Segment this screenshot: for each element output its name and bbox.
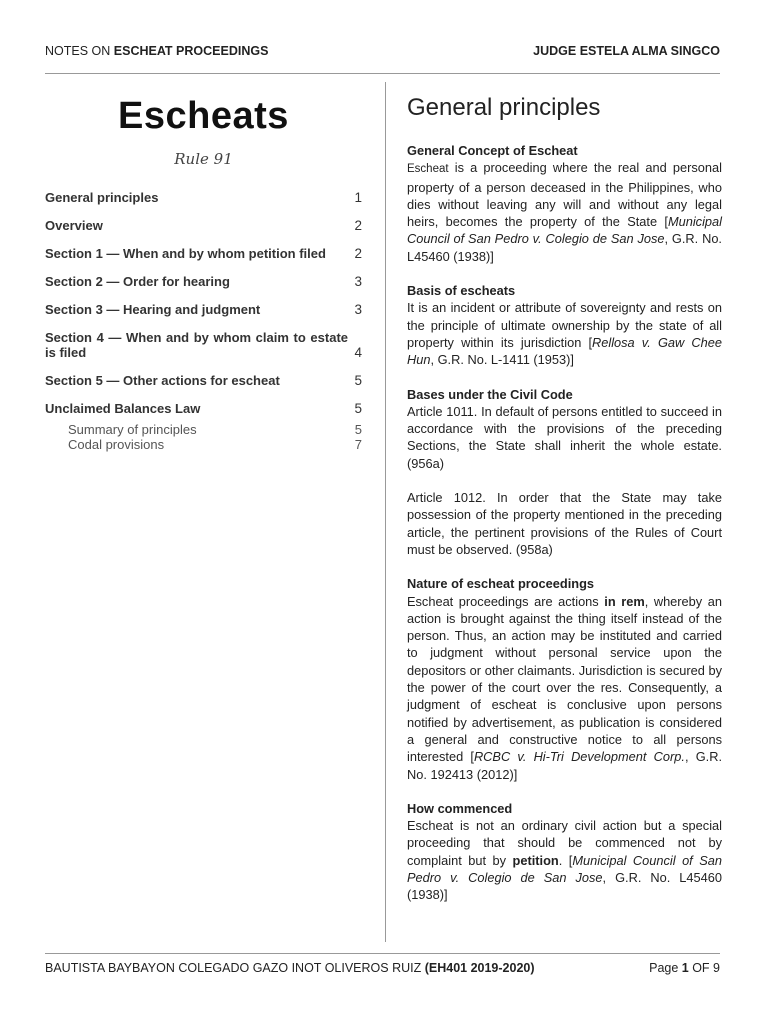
article-1012: Article 1012. In order that the State may take possession of the property mentioned in the preceding article, the pertinent provisions of the Rules of Court must be observed. (958a) bbox=[407, 490, 722, 557]
left-column bbox=[45, 90, 362, 459]
toc-page: 2 bbox=[354, 218, 362, 233]
toc-label: General principles bbox=[45, 190, 159, 205]
toc-item-section-5[interactable] bbox=[45, 373, 362, 388]
section-general-concept bbox=[407, 142, 722, 265]
case-citation: Rellosa v. Gaw Chee Hun bbox=[407, 334, 722, 368]
page-number bbox=[649, 961, 720, 975]
document-title: Escheats bbox=[118, 95, 289, 137]
toc-subpage: 5 bbox=[354, 422, 362, 437]
toc-label: Section 3 — Hearing and judgment bbox=[45, 302, 261, 317]
header-prefix: NOTES ON bbox=[45, 44, 114, 58]
body-text: , whereby an action is brought against the thing itself instead of the person. Thus, an action may be instituted and carried to judgment without personal service upon the depositors or other claimants. Jurisdiction is secured by the power of the court over the res. Consequently, a judgment of escheat is conclusive upon persons notified by advertisement, as publication is considered a general and constructive notice to all persons interested [ bbox=[407, 593, 722, 765]
toc-page: 5 bbox=[354, 373, 362, 388]
header-document-title bbox=[45, 44, 268, 58]
citation-end: , G.R. No. 192413 (2012)] bbox=[407, 749, 722, 782]
toc-subpage: 7 bbox=[354, 437, 362, 452]
toc-sublabel: Summary of principles bbox=[68, 422, 197, 437]
section-title: Nature of escheat proceedings bbox=[407, 576, 595, 592]
page-prefix: Page bbox=[649, 961, 682, 975]
section-body bbox=[407, 593, 722, 783]
body-text: Escheat proceedings are actions bbox=[407, 593, 605, 609]
column-divider bbox=[385, 82, 386, 942]
right-column bbox=[407, 94, 722, 921]
toc-item-section-4[interactable] bbox=[45, 330, 362, 360]
citation-end: , G.R. No. L-1411 (1953)] bbox=[430, 352, 574, 368]
section-title: How commenced bbox=[407, 800, 513, 816]
lead-term: Escheat bbox=[407, 163, 449, 176]
toc-page: 2 bbox=[354, 246, 362, 261]
section-body bbox=[407, 299, 722, 368]
header-topic: ESCHEAT PROCEEDINGS bbox=[113, 44, 269, 58]
section-body bbox=[407, 817, 722, 903]
body-text: Escheat is not an ordinary civil action but a special proceeding that should be commenced not by complaint but by bbox=[407, 818, 722, 868]
section-title: Basis of escheats bbox=[407, 283, 516, 299]
section-heading: General principles bbox=[407, 94, 601, 121]
toc-label: Section 1 — When and by whom petition filed bbox=[45, 246, 326, 261]
toc-label: Section 5 — Other actions for escheat bbox=[45, 373, 280, 388]
toc-sublabel: Codal provisions bbox=[68, 437, 165, 452]
course-code: (EH401 2019-2020) bbox=[424, 961, 535, 975]
toc-subitem-summary-of-principles[interactable] bbox=[68, 424, 362, 436]
citation-end: , G.R. No. L45460 (1938)] bbox=[407, 869, 722, 903]
document-subtitle: Rule 91 bbox=[174, 150, 233, 168]
toc-item-unclaimed-balances-law[interactable] bbox=[45, 401, 362, 416]
toc-label: Unclaimed Balances Law bbox=[45, 401, 201, 416]
toc-page: 5 bbox=[354, 401, 362, 416]
emphasis: petition bbox=[512, 852, 559, 868]
emphasis: in rem bbox=[604, 593, 645, 609]
page-header bbox=[45, 44, 720, 62]
toc-label: Section 4 — When and by whom claim to estate is filed bbox=[45, 330, 348, 360]
toc-item-section-1[interactable] bbox=[45, 246, 362, 261]
toc-label: Overview bbox=[45, 218, 103, 233]
toc-page: 1 bbox=[354, 190, 362, 205]
section-nature bbox=[407, 575, 722, 783]
case-citation: Municipal Council of San Pedro v. Colegio de San Jose bbox=[407, 214, 722, 247]
section-title: General Concept of Escheat bbox=[407, 143, 578, 158]
section-basis bbox=[407, 282, 722, 368]
citation-end: , G.R. No. L45460 (1938)] bbox=[407, 231, 722, 264]
header-author: JUDGE ESTELA ALMA SINGCO bbox=[533, 44, 720, 58]
toc-item-section-3[interactable] bbox=[45, 302, 362, 317]
toc-page: 4 bbox=[354, 345, 362, 360]
page-total: OF 9 bbox=[688, 961, 720, 975]
footer-authors bbox=[45, 961, 535, 975]
body-text: is a proceeding where the real and personal property of a person deceased in the Philippines, who dies without leaving any will and without any legal heirs, becomes the property of the State [ bbox=[407, 160, 722, 230]
table-of-contents bbox=[45, 190, 362, 451]
toc-item-overview[interactable] bbox=[45, 218, 362, 233]
toc-item-section-2[interactable] bbox=[45, 274, 362, 289]
article-1011: Article 1011. In default of persons entitled to succeed in accordance with the provisions of the preceding Sections, the State shall inherit the whole estate. (956a) bbox=[407, 403, 722, 471]
header-divider bbox=[45, 73, 720, 74]
page-current: 1 bbox=[681, 961, 689, 975]
body-text: It is an incident or attribute of sovereignty and rests on the principle of ultimate ownership by the state of all property within its jurisdiction [ bbox=[407, 300, 722, 350]
toc-page: 3 bbox=[354, 274, 362, 289]
section-title: Bases under the Civil Code bbox=[407, 386, 573, 402]
section-body bbox=[407, 159, 722, 265]
case-citation: RCBC v. Hi-Tri Development Corp. bbox=[473, 749, 685, 765]
toc-label: Section 2 — Order for hearing bbox=[45, 274, 230, 289]
case-citation: Municipal Council of San Pedro v. Colegio de San Jose bbox=[407, 852, 722, 885]
toc-page: 3 bbox=[354, 302, 362, 317]
author-names: BAUTISTA BAYBAYON COLEGADO GAZO INOT OLIVEROS RUIZ bbox=[45, 961, 425, 975]
section-how-commenced bbox=[407, 800, 722, 904]
body-text: . [ bbox=[558, 852, 573, 868]
footer-divider bbox=[45, 953, 720, 954]
section-civil-code bbox=[407, 386, 722, 559]
toc-item-general-principles[interactable] bbox=[45, 190, 362, 205]
toc-subitem-codal-provisions[interactable] bbox=[68, 439, 362, 451]
